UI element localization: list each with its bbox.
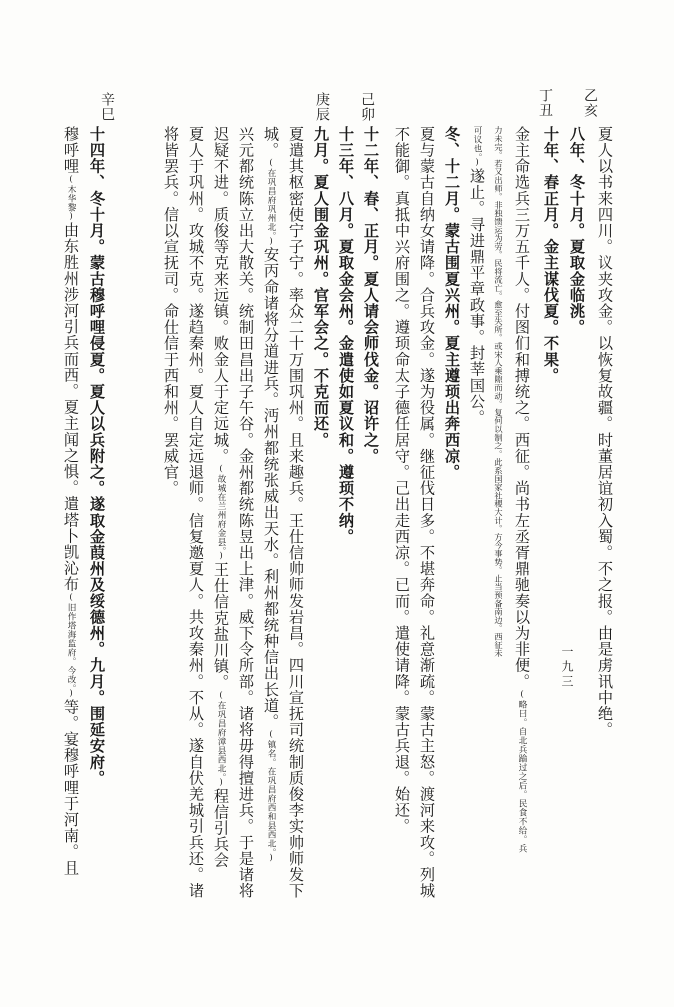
text-column-5-annotation: 力未完。若又出师。非独馈运为劳。民将流亡。愈至失所。或宋人乘隙而动。复何以制之。此系国家社稷大计。方今事势。止当预备南边。西征未 <box>494 126 504 658</box>
text-column-20 <box>63 126 78 876</box>
year-label-gengchen: 庚辰 <box>314 92 330 122</box>
year-label-xinsi: 辛巳 <box>99 92 115 122</box>
main-text: 遂止。寻进鼎平章政事。封莘国公。 <box>468 168 486 426</box>
text-column-12: 九月。夏人围金巩州。官军会之。不克而还。 <box>312 126 330 448</box>
text-column-10: 十二年、春、正月。夏人请会师伐金。诏许之。 <box>362 126 380 465</box>
main-text: 王仕信克盐川镇。 <box>212 561 230 691</box>
main-text: 穆呼哩 <box>62 126 80 175</box>
annotation: (在巩昌府巩州北。) <box>266 158 276 247</box>
text-column-16 <box>213 126 228 868</box>
text-column-18: 将皆罢兵。信以宣抚司。命仕信于西和州。罢威官。 <box>162 126 180 497</box>
text-column-11: 十三年、八月。夏取金会州。金遣使如夏议和。遵顼不纳。 <box>337 126 355 545</box>
text-column-6 <box>469 126 484 426</box>
annotation: (故城在兰州府金县。) <box>216 464 226 562</box>
main-text: 等。宴穆呼哩于河南。且 <box>62 698 80 877</box>
main-text: 城。 <box>262 126 280 159</box>
year-label-yihai: 乙亥 <box>582 88 598 118</box>
text-column-17: 夏人于巩州。攻城不克。遂趋秦州。夏人自定远退师。信复邀夏人。共攻秦州。不从。遂自伏羌城引兵还。诸 <box>187 126 205 899</box>
text-column-14 <box>263 126 278 863</box>
annotation: (镇名。在巩昌府西和县西北。) <box>266 729 276 864</box>
main-text: 迟疑不进。质俊等克来远镇。败金人于定远城。 <box>212 126 230 465</box>
text-column-7: 冬、十二月。蒙古围夏兴州。夏主遵顼出奔西凉。 <box>443 126 461 481</box>
text-column-2: 八年、冬十月。夏取金临洮。 <box>568 126 586 336</box>
annotation: 可议也。) <box>472 126 482 169</box>
main-text: 程信引兵会 <box>212 787 230 869</box>
text-column-4 <box>514 126 529 853</box>
page-number: 一九三 <box>560 645 574 690</box>
main-text: 安丙命诸将分道进兵。沔州都统张威出天水。利州都统种信出长道。 <box>262 246 280 730</box>
annotation: (旧作塔海监府。今改。) <box>66 592 76 699</box>
text-column-8: 夏与蒙古自纳女请降。合兵攻金。遂为役属。继征伐日多。不堪奔命。礼意渐疏。蒙古主怒。渡河来攻。列城 <box>418 126 436 899</box>
text-column-9: 不能御。真抵中兴府围之。遵顼命太子德任居守。己出走西凉。已而。遣使请降。蒙古兵退。始还。 <box>393 126 411 835</box>
year-label-dingchou: 丁丑 <box>537 88 553 118</box>
text-column-1: 夏人以书来四川。议夹攻金。以恢复故疆。时董居谊初入蜀。不之报。由是虏讯中绝。 <box>596 126 614 738</box>
annotation: (略曰。自北兵踰过之后。民食不给。兵 <box>517 689 527 853</box>
annotation: (在巩昌府漳县西北。) <box>216 690 226 788</box>
main-text: 由东胜州涉河引兵而西。夏主闻之惧。遣塔卜凯沁布 <box>62 222 80 593</box>
year-label-jimao: 己卯 <box>359 92 375 122</box>
text-column-3: 十年、春正月。金主谋伐夏。不果。 <box>542 126 560 384</box>
main-text: 金主命选兵三万五千人。付图们和搏统之。西征。尚书左丞胥鼎驰奏以为非便。 <box>513 126 531 690</box>
annotation: (木华黎) <box>66 174 76 223</box>
text-column-15: 兴元都统陈立出大散关。统制田昌出子午谷。金州都统陈昱出上津。威下令所部。诸将毋得擅进兵。于是诸将 <box>237 126 255 899</box>
text-column-13: 夏遣其枢密使宁子宁。率众二十万围巩州。且来趣兵。王仕信帅师发岩昌。四川宣抚司统制质俊李实帅师发下 <box>287 126 305 899</box>
text-column-19: 十四年、冬十月。蒙古穆呼哩侵夏。夏人以兵附之。遂取金葭州及绥德州。九月。围延安府。 <box>88 126 106 787</box>
